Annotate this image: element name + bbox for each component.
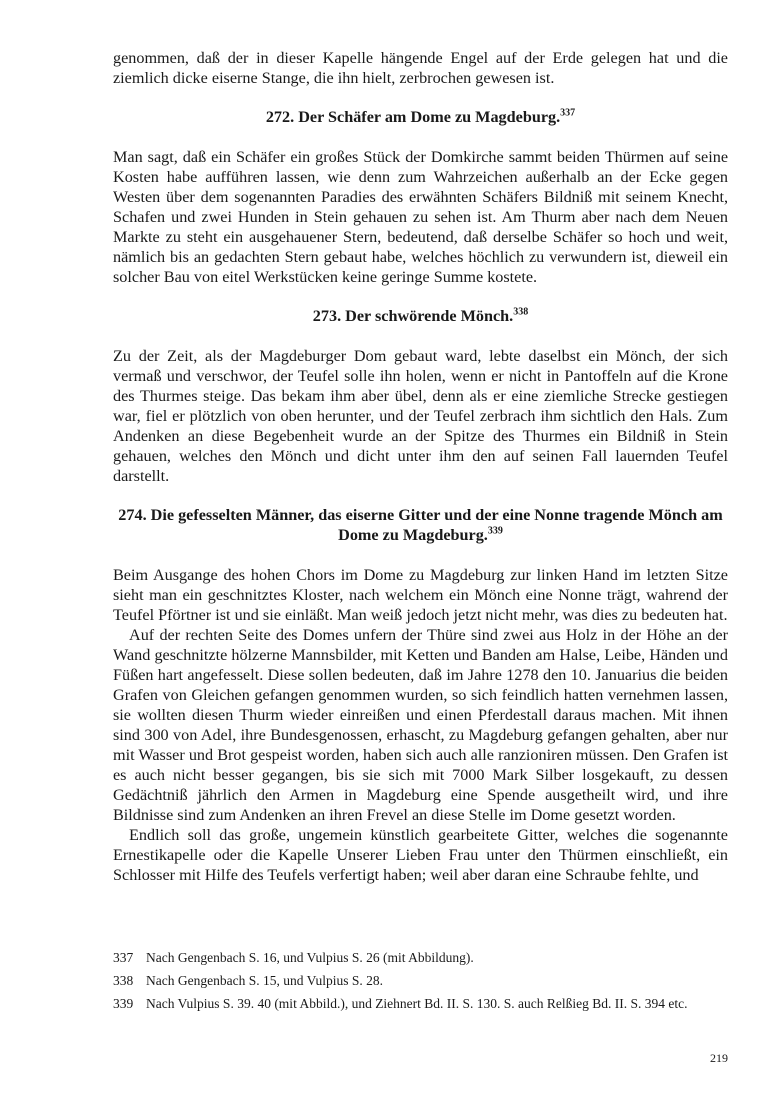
- section-273-title: 273. Der schwörende Mönch.: [312, 307, 514, 325]
- footnote-337: [113, 948, 728, 968]
- section-273-note-ref[interactable]: 338: [513, 306, 529, 318]
- section-272-note-ref[interactable]: 337: [560, 107, 576, 119]
- section-272-paragraph: Man sagt, daß ein Schäfer ein großes Stück der Domkirche sammt beiden Thürmen auf seine Kosten habe aufführen lassen, wie denn zum Wahrzeichen außerhalb an der Ecke gegen Westen über dem sogenannten Paradies des erwähnten Schäfers Bildniß mit seinem Knecht, Schafen und zwei Hunden in Stein gehauen zu sehen ist. Am Thurm aber nach dem Neuen Markte zu steht ein ausgehauener Stern, bedeutend, daß derselbe Schäfer so hoch und weit, nämlich bis an gedachten Stern gebaut habe, welches höchlich zu verwundern ist, dieweil ein solcher Bau von eitel Werkstücken keine geringe Summe kostete.: [113, 148, 728, 286]
- section-273-heading: [113, 306, 728, 326]
- section-272-title: 272. Der Schäfer am Dome zu Magdeburg.: [265, 108, 561, 126]
- page-number: 219: [710, 1051, 728, 1065]
- footnote-339: [113, 994, 728, 1014]
- intro-paragraph: genommen, daß der in dieser Kapelle hängende Engel auf der Erde gelegen hat und die ziemlich dicke eiserne Stange, die ihn hielt, zerbrochen gewesen ist.: [113, 49, 728, 87]
- footnote-number: 337: [113, 950, 134, 965]
- footnote-text: Nach Gengenbach S. 15, und Vulpius S. 28.: [146, 973, 384, 988]
- section-274-note-ref[interactable]: 339: [487, 525, 503, 537]
- section-274-title: 274. Die gefesselten Männer, das eiserne Gitter und der eine Nonne tragende Mönch am Dome zu Magdeburg.: [118, 506, 723, 544]
- section-274-paragraph-3: Endlich soll das große, ungemein künstlich gearbeitete Gitter, welches die sogenannte Ernestikapelle oder die Kapelle Unserer Lieben Frau unter den Thürmen einschließt, ein Schlosser mit Hilfe des Teufels verfertigt haben; weil aber daran eine Schraube fehlte, und: [113, 826, 728, 884]
- footnotes: [113, 948, 728, 1017]
- section-274-paragraph-1: Beim Ausgange des hohen Chors im Dome zu Magdeburg zur linken Hand im letzten Sitze sieht man ein geschnitztes Kloster, nach welchem ein Mönch eine Nonne trägt, wahrend der Teufel Pförtner ist und sie einläßt. Man weiß jedoch jetzt nicht mehr, was dies zu bedeuten hat.: [113, 566, 728, 624]
- footnote-number: 339: [113, 996, 134, 1011]
- footnote-number: 338: [113, 973, 134, 988]
- section-272-heading: [113, 107, 728, 127]
- footnote-text: Nach Gengenbach S. 16, und Vulpius S. 26 (mit Abbildung).: [146, 950, 474, 965]
- footnote-338: [113, 971, 728, 991]
- page-body: [113, 48, 728, 885]
- section-273-paragraph: Zu der Zeit, als der Magdeburger Dom gebaut ward, lebte daselbst ein Mönch, der sich vermaß und verschwor, der Teufel solle ihn holen, wenn er nicht in Pantoffeln auf die Krone des Thurmes steige. Das bekam ihm aber übel, denn als er eine ziemliche Strecke gestiegen war, fiel er plötzlich von oben herunter, und der Teufel zerbrach ihm sichtlich den Hals. Zum Andenken an diese Begebenheit wurde an der Spitze des Thurmes ein Bildniß in Stein gehauen, welches den Mönch und dicht unter ihm den auf seinen Fall lauernden Teufel darstellt.: [113, 347, 728, 485]
- section-274-paragraph-2: Auf der rechten Seite des Domes unfern der Thüre sind zwei aus Holz in der Höhe an der Wand geschnitzte hölzerne Mannsbilder, mit Ketten und Banden am Halse, Leibe, Händen und Füßen hart angefesselt. Diese sollen bedeuten, daß im Jahre 1278 den 10. Januarius die beiden Grafen von Gleichen gefangen genommen wurden, so sich feindlich hatten vernehmen lassen, sie wollten diesen Thurm wieder einreißen und einen Pferdestall daraus machen. Mit ihnen sind 300 von Adel, ihre Bundesgenossen, erhascht, zu Magdeburg gefangen gehalten, aber nur mit Wasser und Brot gespeist worden, haben sich auch alle ranzioniren müssen. Den Grafen ist es auch nicht besser gegangen, bis sie sich mit 7000 Mark Silber losgekauft, zu dessen Gedächtniß jährlich den Armen in Magdeburg eine Spende ausgetheilt wird, und ihre Bildnisse sind zum Andenken an ihren Frevel an diese Stelle im Dome gesetzt worden.: [113, 626, 728, 824]
- section-274-heading: [113, 505, 728, 545]
- footnote-text: Nach Vulpius S. 39. 40 (mit Abbild.), und Ziehnert Bd. II. S. 130. S. auch Relßieg Bd. II. S. 394 etc.: [146, 996, 688, 1011]
